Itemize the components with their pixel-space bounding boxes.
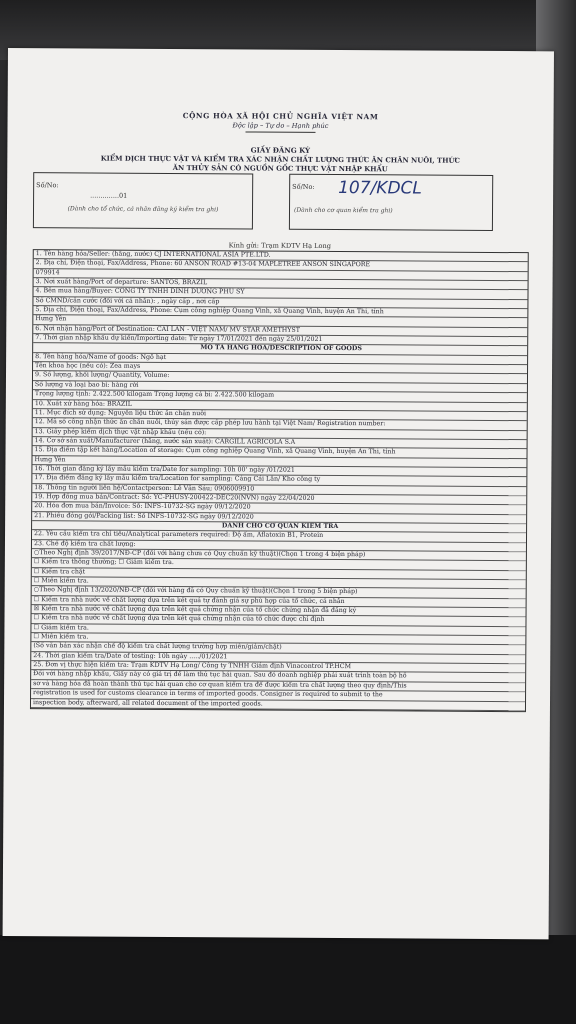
authority-number-label: Số/No:	[292, 182, 315, 191]
form-row: inspection body, afterward, all related document of the imported goods.	[31, 699, 525, 711]
form-row: 23. Chế độ kiểm tra chất lượng:	[32, 540, 526, 552]
form-row: 3. Nơi xuất hàng/Port of departure: SANTOS, BRAZIL	[34, 278, 528, 290]
form-row: 9. Số lượng, khối lượng/ Quantity, Volume:	[33, 372, 527, 384]
form-row: 079914	[34, 269, 528, 281]
document-subtitle-2: ĂN THỦY SẢN CÓ NGUỒN GỐC THỰC VẬT NHẬP KHẨU	[172, 164, 388, 174]
authority-number-handwritten: 107/KDCL	[338, 178, 422, 199]
document-title: GIẤY ĐĂNG KÝ	[250, 145, 311, 155]
form-row: Hưng Yên	[32, 456, 526, 468]
form-row: Trọng lượng tịnh: 2.422.500 kilogam Trọng lượng cả bì: 2.422.500 kilogam	[33, 390, 527, 402]
form-row: 10. Xuất xứ hàng hóa: BRAZIL	[33, 400, 527, 412]
form-row: ☐ Kiểm tra nhà nước về chất lượng dựa trên kết quả tự đánh giá sự phù hợp của tổ chức, cá nhân	[32, 596, 526, 608]
form-row: Đối với hàng nhập khẩu, Giấy này có giá trị để làm thủ tục hải quan. Sau đó doanh nghiệp phải xuất trình toàn bộ hồ	[31, 671, 525, 683]
form-row: 15. Địa điểm tập kết hàng/Location of storage: Cụm công nghiệp Quang Vinh, xã Quang Vinh, huyện Ân Thi, tỉnh	[33, 446, 527, 458]
form-row: ☐ Miễn kiểm tra.	[32, 577, 526, 589]
form-row: 19. Hợp đồng mua bán/Contract: Số: YC-PHUSY-200422-DEC20(NVN) ngày 22/04/2020	[32, 493, 526, 505]
form-row: 4. Bên mua hàng/Buyer: CÔNG TY TNHH DINH DƯỠNG PHÚ SỸ	[33, 288, 527, 300]
form-row: 11. Mục đích sử dụng: Nguyên liệu thức ăn chăn nuôi	[33, 409, 527, 421]
form-row: Số CMND/căn cước (đối với cá nhân): , ngày cấp , nơi cấp	[33, 297, 527, 309]
registrant-number-label: Số/No:	[36, 181, 59, 190]
section-heading: MÔ TẢ HÀNG HÓA/DESCRIPTION OF GOODS	[33, 344, 527, 356]
addressee: Kính gửi: Trạm KDTV Hạ Long	[228, 241, 332, 250]
form-row: ☐ Kiểm tra thông thường; ☐ Giảm kiểm tra.	[32, 558, 526, 570]
form-row: 14. Cơ sở sản xuất/Manufacturer (hãng, nước sản xuất): CARGILL AGRICOLA S.A	[33, 437, 527, 449]
form-row: 12. Mã số công nhận thức ăn chăn nuôi, thủy sản được cấp phép lưu hành tại Việt Nam/ Registration number:	[33, 418, 527, 430]
form-row: ○Theo Nghị định 39/2017/NĐ-CP (đối với hàng chưa có Quy chuẩn kỹ thuật)(Chọn 1 trong 4 biện pháp)	[32, 549, 526, 561]
form-row: Hưng Yên	[33, 316, 527, 328]
form-row: sơ và hàng hóa đã hoàn thành thủ tục hải quan cho cơ quan kiểm tra để được kiểm tra chất lượng theo quy định/This	[31, 680, 525, 692]
form-row: 25. Đơn vị thực hiện kiểm tra: Trạm KDTV Hạ Long/ Công ty TNHH Giám định Vinacontrol TP.HCM	[31, 661, 525, 673]
form-row: ○Theo Nghị định 13/2020/NĐ-CP (đối với hàng đã có Quy chuẩn kỹ thuật)(Chọn 1 trong 5 biện pháp)	[32, 587, 526, 599]
form-row: 16. Thời gian đăng ký lấy mẫu kiểm tra/Date for sampling: 10h 00' ngày /01/2021	[32, 465, 526, 477]
form-row: ☐ Kiểm tra chặt	[32, 568, 526, 580]
form-row: 22. Yêu cầu kiểm tra chỉ tiêu/Analytical parameters required: Độ ẩm, Aflatoxin B1, Protein	[32, 530, 526, 542]
registrant-number-value: ..............01	[90, 191, 128, 200]
form-row: 18. Thông tin người liên hệ/Contactperson: Lê Văn Sáu; 0906009910	[32, 484, 526, 496]
document-paper	[3, 48, 554, 939]
form-row: (Số văn bản xác nhận chế độ kiểm tra chất lượng trường hợp miễn/giảm/chặt)	[31, 643, 525, 655]
form-row: 5. Địa chỉ, Điện thoại, Fax/Address, Phone: Cụm công nghiệp Quang Vinh, xã Quang Vinh, huyện Ân Thi, tỉnh	[33, 306, 527, 318]
motto-underline	[245, 131, 315, 132]
form-row: Tên khoa học (nếu có): Zea mays	[33, 362, 527, 374]
form-row: 13. Giấy phép kiểm dịch thực vật nhập khẩu (nếu có):	[33, 428, 527, 440]
section-heading: DÀNH CHO CƠ QUAN KIỂM TRA	[32, 521, 526, 533]
registrant-number-note: (Dành cho tổ chức, cá nhân đăng ký kiểm tra ghi)	[67, 205, 219, 214]
form-row: ☒ Kiểm tra nhà nước về chất lượng dựa trên kết quả chứng nhận của tổ chức chứng nhận đã đăng ký	[32, 605, 526, 617]
form-row: 2. Địa chỉ, Điện thoại, Fax/Address, Phone: 60 ANSON ROAD #13-04 MAPLETREE ANSON SINGAPORE	[34, 260, 528, 272]
form-row: Số lượng và loại bao bì: hàng rời	[33, 381, 527, 393]
authority-number-box	[289, 174, 493, 231]
form-row: 21. Phiếu đóng gói/Packing list: Số INFS-10732-SG ngày 09/12/2020	[32, 512, 526, 524]
form-row: 20. Hóa đơn mua bán/Invoice: Số: INFS-10732-SG ngày 09/12/2020	[32, 502, 526, 514]
motto: Độc lập – Tự do – Hạnh phúc	[232, 121, 329, 130]
form-row: 8. Tên hàng hóa/Name of goods: Ngô hạt	[33, 353, 527, 365]
form-row: 24. Thời gian kiểm tra/Date of testing: 10h ngày ...../01/2021	[31, 652, 525, 664]
authority-number-note: (Dành cho cơ quan kiểm tra ghi)	[293, 206, 393, 215]
document-subtitle-1: KIỂM DỊCH THỰC VẬT VÀ KIỂM TRA XÁC NHẬN CHẤT LƯỢNG THỨC ĂN CHĂN NUÔI, THỨC	[100, 154, 460, 165]
form-row: 6. Nơi nhận hàng/Port of Destination: CÁI LÂN - VIỆT NAM/ MV STAR AMETHYST	[33, 325, 527, 337]
form-row: ☐ Giảm kiểm tra.	[31, 624, 525, 636]
background-bottom	[0, 935, 576, 1024]
registrant-number-box	[33, 172, 253, 229]
form-row: 1. Tên hàng hóa/Seller: (hãng, nước) CJ INTERNATIONAL ASIA PTE.LTD.	[34, 250, 528, 262]
form-row: registration is used for customs clearance in terms of imported goods. Consigner is required to submit to the	[31, 689, 525, 701]
form-row: 17. Địa điểm đăng ký lấy mẫu kiểm tra/Location for sampling: Cảng Cái Lân/ Kho công ty	[32, 474, 526, 486]
form-row: ☐ Kiểm tra nhà nước về chất lượng dựa trên kết quả chứng nhận của tổ chức được chỉ định	[31, 615, 525, 627]
form-row: 7. Thời gian nhập khẩu dự kiến/Importing date: Từ ngày 17/01/2021 đến ngày 25/01/2021	[33, 334, 527, 346]
republic-heading: CỘNG HÒA XÃ HỘI CHỦ NGHĨA VIỆT NAM	[182, 111, 379, 122]
form-row: ☐ Miễn kiểm tra.	[31, 633, 525, 645]
form-table	[30, 249, 529, 712]
